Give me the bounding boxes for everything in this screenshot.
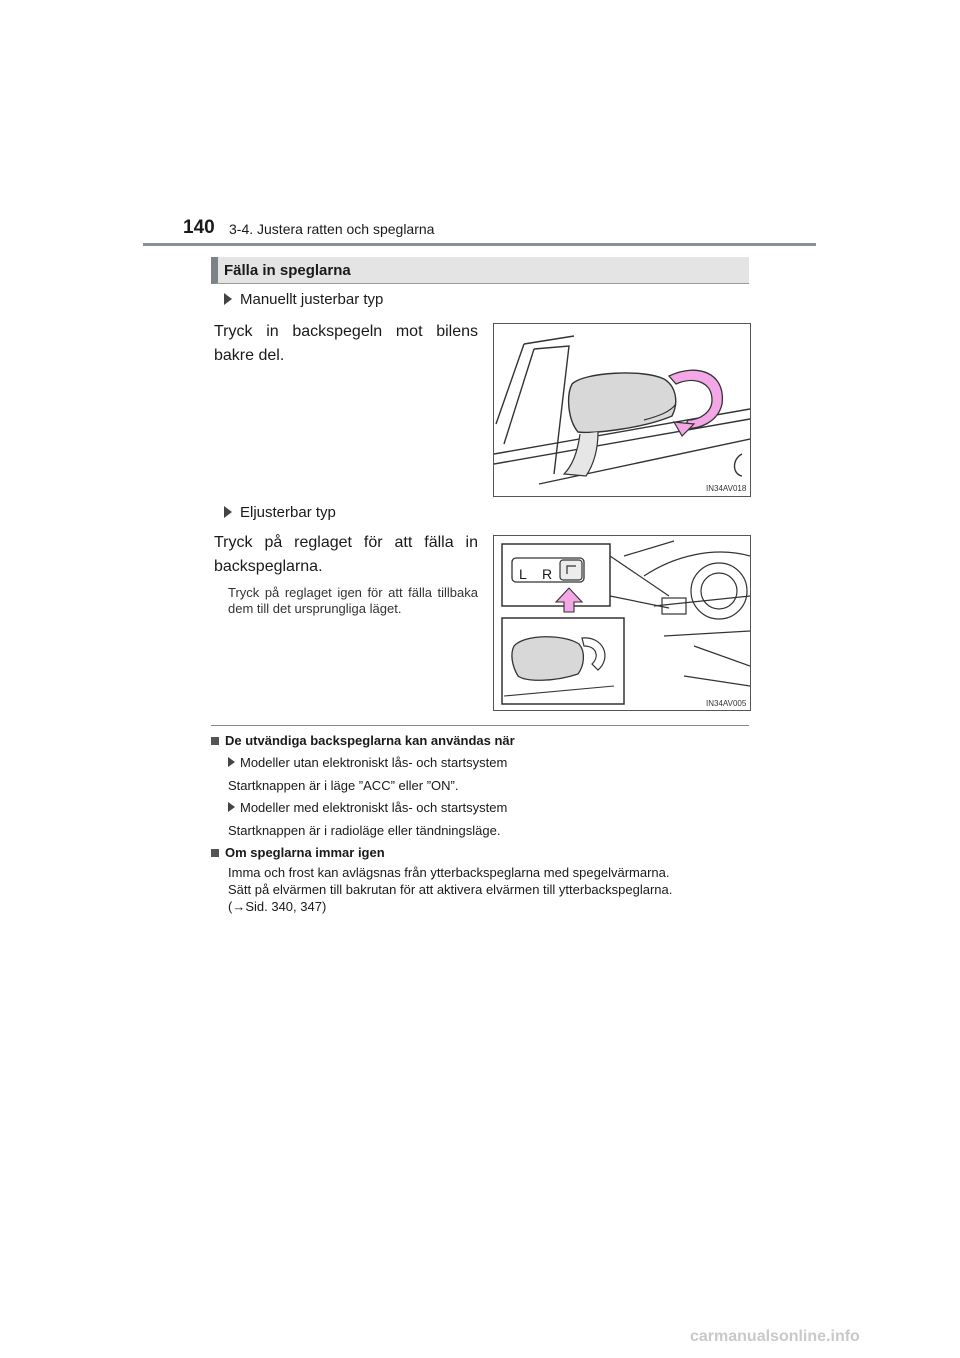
page-number: 140 — [183, 217, 215, 238]
electric-mirror-figure — [493, 535, 751, 711]
dashboard-switch-illustration — [494, 536, 750, 710]
square-bullet-icon — [211, 737, 219, 745]
info1-heading-row — [211, 733, 515, 748]
electric-subtitle: Eljusterbar typ — [240, 504, 336, 521]
info1-item2-label: Modeller med elektroniskt lås- och startsystem — [240, 800, 508, 815]
footer-watermark: carmanualsonline.info — [690, 1328, 860, 1345]
chapter-title: 3-4. Justera ratten och speglarna — [229, 221, 435, 237]
info1-heading: De utvändiga backspeglarna kan användas när — [225, 733, 515, 748]
switch-label-l: L — [519, 566, 527, 582]
info1-item1-label: Modeller utan elektroniskt lås- och startsystem — [240, 755, 508, 770]
header-divider — [143, 243, 816, 246]
section-separator — [211, 725, 749, 726]
info2-heading-row — [211, 845, 385, 860]
triangle-bullet-icon — [224, 506, 232, 518]
info1-item2-label-row — [228, 799, 507, 816]
manual-subtitle: Manuellt justerbar typ — [240, 291, 384, 308]
triangle-bullet-icon — [224, 293, 232, 305]
triangle-bullet-icon — [228, 802, 235, 812]
info2-line2: Sätt på elvärmen till bakrutan för att aktivera elvärmen till ytterbackspeglarna. — [228, 882, 673, 897]
manual-figure-code: IN34AV018 — [706, 484, 747, 493]
manual-instruction: Tryck in backspegeln mot bilens bakre del. — [214, 323, 478, 364]
info2-line3: (→Sid. 340, 347) — [228, 899, 327, 914]
info2-heading: Om speglarna immar igen — [225, 845, 385, 860]
info1-item2-text: Startknappen är i radioläge eller tändningsläge. — [228, 823, 501, 838]
electric-subtitle-row — [224, 504, 336, 521]
switch-label-r: R — [542, 566, 553, 582]
manual-mirror-figure — [493, 323, 751, 497]
triangle-bullet-icon — [228, 757, 235, 767]
folding-mirror-illustration — [494, 324, 750, 496]
electric-note: Tryck på reglaget igen för att fälla tillbaka dem till det ursprungliga läget. — [228, 585, 478, 616]
info1-item1-label-row — [228, 754, 507, 771]
manual-subtitle-row — [224, 291, 383, 308]
square-bullet-icon — [211, 849, 219, 857]
info1-item1-text: Startknappen är i läge ”ACC” eller ”ON”. — [228, 778, 459, 793]
electric-instruction: Tryck på reglaget för att fälla in backspeglarna. — [214, 534, 478, 575]
info2-line1: Imma och frost kan avlägsnas från ytterbackspeglarna med spegelvärmarna. — [228, 865, 670, 880]
electric-figure-code: IN34AV005 — [706, 699, 747, 708]
section-title: Fälla in speglarna — [224, 262, 351, 279]
